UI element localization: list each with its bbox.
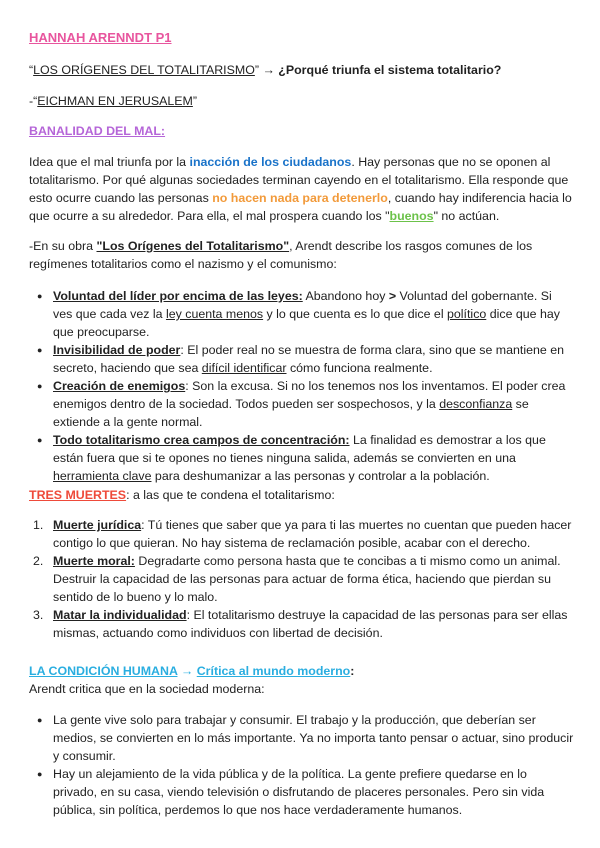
condicion-heading bbox=[29, 664, 350, 678]
text-run: Abandono hoy bbox=[302, 289, 389, 303]
banalidad-heading: BANALIDAD DEL MAL: bbox=[29, 124, 166, 138]
underlined-text: herramienta clave bbox=[53, 469, 152, 483]
arrow: → bbox=[259, 63, 279, 77]
list-number: 1. bbox=[33, 518, 44, 532]
page-title bbox=[29, 29, 574, 47]
item-heading: Voluntad del líder por encima de las leyes: bbox=[53, 289, 303, 303]
eichman-prefix: -“ bbox=[29, 94, 38, 108]
text-run: . Hay personas que no se oponen al totalitarismo. Por qué algunas sociedades terminan cayendo en el totalitarismo. Ella responde que esto ocurre cuando las personas bbox=[29, 155, 569, 205]
list-item: ● La gente vive solo para trabajar y consumir. El trabajo y la producción, que deberían ser medios, se convierten en lo más importante. Ya no importa tanto pensar o actuar, sino producir y consumir. bbox=[29, 711, 574, 765]
underlined-text: ley cuenta menos bbox=[165, 307, 264, 321]
title-text: HANNAH ARENNDT P1 bbox=[29, 30, 172, 45]
line-origenes bbox=[29, 61, 574, 79]
text-run: cómo funciona realmente. bbox=[286, 361, 433, 375]
quote-close: ” bbox=[254, 63, 259, 77]
text-run: , cuando hay indiferencia hacia lo que ocurre a su alrededor. Para ella, el mal prospera cuando los " bbox=[29, 191, 572, 223]
underlined-text: desconfianza bbox=[439, 397, 513, 411]
quote-open: “ bbox=[29, 63, 34, 77]
arrow: → bbox=[177, 664, 197, 678]
text-run: dice que hay que preocuparse. bbox=[53, 307, 560, 339]
list-item bbox=[29, 606, 574, 642]
book-origenes: LOS ORÍGENES DEL TOTALITARISMO bbox=[33, 63, 255, 77]
underlined-text: político bbox=[447, 307, 487, 321]
eichman-suffix: ” bbox=[192, 94, 198, 108]
highlight-buenos: buenos bbox=[389, 209, 434, 223]
list-number: 2. bbox=[33, 554, 44, 568]
item-heading: Creación de enemigos bbox=[53, 379, 186, 393]
heading-tres-muertes bbox=[29, 486, 574, 504]
paragraph-banalidad bbox=[29, 153, 574, 225]
condicion-title: LA CONDICIÓN HUMANA bbox=[29, 664, 178, 678]
list-item bbox=[29, 377, 574, 431]
item-heading: Muerte moral: bbox=[53, 554, 135, 568]
condicion-subtitle: Crítica al mundo moderno bbox=[196, 664, 351, 678]
text-run: -En su obra bbox=[29, 239, 97, 253]
paragraph-origenes bbox=[29, 237, 574, 273]
item-heading: Invisibilidad de poder bbox=[53, 343, 181, 357]
rasgos-list bbox=[29, 287, 574, 485]
highlight-inaccion: inacción de los ciudadanos bbox=[189, 155, 352, 169]
heading-colon: : bbox=[350, 664, 355, 678]
text-run: y lo que cuenta es lo que dice el bbox=[263, 307, 448, 321]
line-eichman bbox=[29, 92, 574, 110]
highlight-no-hacen: no hacen nada para detenerlo bbox=[212, 191, 388, 205]
text-run: para deshumanizar a las personas y controlar a la población. bbox=[151, 469, 490, 483]
text-run: se extiende a la gente normal. bbox=[53, 397, 529, 429]
tres-muertes-rest: : a las que te condena el totalitarismo: bbox=[126, 488, 335, 502]
list-item bbox=[29, 552, 574, 606]
list-item bbox=[29, 431, 574, 485]
text-run: Voluntad del gobernante. Si ves que cada vez la bbox=[53, 289, 552, 321]
list-item bbox=[29, 341, 574, 377]
list-item: ● Hay un alejamiento de la vida pública y de la política. La gente prefiere quedarse en lo privado, en su casa, viendo televisión o disfrutando de placeres personales. Pero sin vida pública, sin política, perdemos lo que nos hace verdaderamente humanos. bbox=[29, 765, 574, 819]
condicion-list bbox=[29, 711, 574, 819]
item-heading: Matar la individualidad bbox=[53, 608, 187, 622]
list-number: 3. bbox=[33, 608, 44, 622]
text-run: : El poder real no se muestra de forma clara, sino que se mantiene en secreto, haciendo que sea bbox=[53, 343, 565, 375]
list-item bbox=[29, 516, 574, 552]
condicion-intro bbox=[29, 680, 574, 698]
book-reference: "Los Orígenes del Totalitarismo" bbox=[96, 239, 290, 253]
text-run: : El totalitarismo destruye la capacidad de las personas para ser ellas mismas, actuando como individuos con libertad de decisión. bbox=[53, 608, 568, 640]
text-run: La finalidad es demostrar a los que están fuera que si te opones no tienes ninguna salida, además se convierten en una bbox=[53, 433, 546, 465]
item-heading: Todo totalitarismo crea campos de concentración: bbox=[53, 433, 350, 447]
text-run: Arendt critica que en la sociedad moderna: bbox=[29, 682, 265, 696]
text-run: : Tú tienes que saber que ya para ti las muertes no cuentan que pueden hacer contigo lo que quieran. No hay sistema de reclamación posible, acabar con el derecho. bbox=[53, 518, 572, 550]
tres-muertes-heading: TRES MUERTES bbox=[29, 488, 127, 502]
text-run: " no actúan. bbox=[433, 209, 500, 223]
item-heading: Muerte jurídica bbox=[53, 518, 142, 532]
muertes-list bbox=[29, 516, 574, 642]
heading-banalidad bbox=[29, 122, 574, 140]
text-run: Idea que el mal triunfa por la bbox=[29, 155, 190, 169]
text-run: : Son la excusa. Si no los tenemos nos los inventamos. El poder crea enemigos dentro de la sociedad. Todos pueden ser sospechosos, y la bbox=[53, 379, 566, 411]
text-run: > bbox=[388, 289, 397, 303]
book-eichman: EICHMAN EN JERUSALEM bbox=[37, 94, 193, 108]
text-run: , Arendt describe los rasgos comunes de los regímenes totalitarios como el nazismo y el comunismo: bbox=[29, 239, 533, 271]
text-run: Degradarte como persona hasta que te concibas a ti mismo como un animal. Destruir la capacidad de las personas para actuar de forma ética, haciendo que pierdan su sentido de lo bueno y lo malo. bbox=[53, 554, 561, 604]
underlined-text: difícil identificar bbox=[201, 361, 287, 375]
list-item bbox=[29, 287, 574, 341]
question-text: ¿Porqué triunfa el sistema totalitario? bbox=[278, 63, 502, 77]
heading-condicion bbox=[29, 662, 574, 680]
